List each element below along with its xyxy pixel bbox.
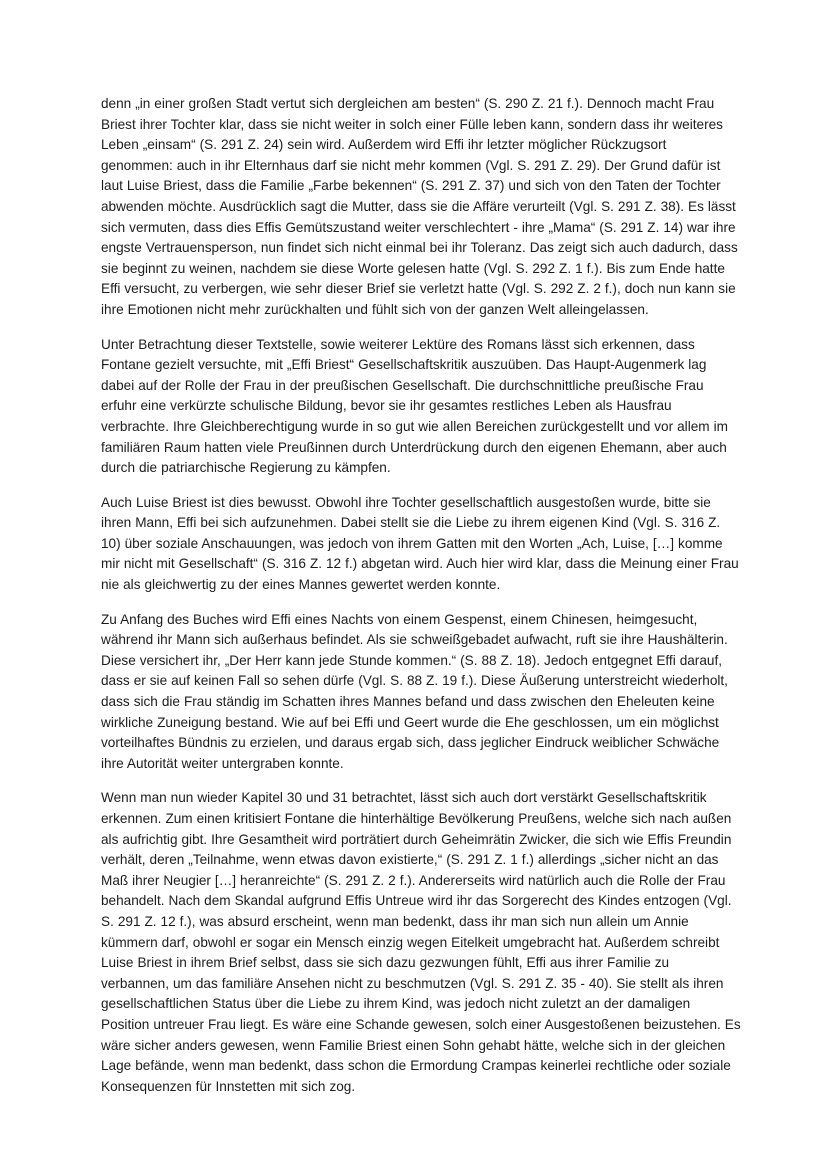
- paragraph-3: Auch Luise Briest ist dies bewusst. Obwohl ihre Tochter gesellschaftlich ausgestoßen wurde, bitte sie ihren Mann, Effi bei sich aufzunehmen. Dabei stellt sie die Liebe zu ihrem eigenen Kind (Vgl. S. 316 Z. 10) über soziale Anschauungen, was jedoch von ihrem Gatten mit den Worten „Ach, Luise, […] komme mir nicht mit Gesellschaft“ (S. 316 Z. 12 f.) abgetan wird. Auch hier wird klar, dass die Meinung einer Frau nie als gleichwertig zu der eines Mannes gewertet werden konnte.: [101, 494, 739, 593]
- paragraph-5: Wenn man nun wieder Kapitel 30 und 31 betrachtet, lässt sich auch dort verstärkt Gesellschaftskritik erkennen. Zum einen kritisiert Fontane die hinterhältige Bevölkerung Preußens, welche sich nach außen als aufrichtig gibt. Ihre Gesamtheit wird porträtiert durch Geheimrätin Zwicker, die sich wie Effis Freundin verhält, deren „Teilnahme, wenn etwas davon existierte,“ (S. 291 Z. 1 f.) allerdings „sicher nicht an das Maß ihrer Neugier […] heranreichte“ (S. 291 Z. 2 f.). Andererseits wird natürlich auch die Rolle der Frau behandelt. Nach dem Skandal aufgrund Effis Untreue wird ihr das Sorgerecht des Kindes entzogen (Vgl. S. 291 Z. 12 f.), was absurd erscheint, wenn man bedenkt, dass ihr man sich nun allein um Annie kümmern darf, obwohl er sogar ein Mensch einzig wegen Eitelkeit umgebracht hat. Außerdem schreibt Luise Briest in ihrem Brief selbst, dass sie sich dazu gezwungen fühlt, Effi aus ihrer Familie zu verbannen, um das familiäre Ansehen nicht zu beschmutzen (Vgl. S. 291 Z. 35 - 40). Sie stellt als ihren gesellschaftlichen Status über die Liebe zu ihrem Kind, was jedoch nicht zuletzt an der damaligen Position untreuer Frau liegt. Es wäre eine Schande gewesen, solch einer Ausgestoßenen beizustehen. Es wäre sicher anders gewesen, wenn Familie Briest einen Sohn gehabt hätte, welche sich in der gleichen Lage befände, wenn man bedenkt, dass schon die Ermordung Crampas keinerlei rechtliche oder soziale Konsequenzen für Innstetten mit sich zog.: [101, 790, 741, 1094]
- paragraph-2: Unter Betrachtung dieser Textstelle, sowie weiterer Lektüre des Romans lässt sich erkennen, dass Fontane gezielt versuchte, mit „Effi Briest“ Gesellschaftskritik auszuüben. Das Haupt-Augenmerk lag dabei auf der Rolle der Frau in der preußischen Gesellschaft. Die durchschnittliche preußische Frau erfuhr eine verkürzte schulische Bildung, bevor sie ihr gesamtes restliches Leben als Hausfrau verbrachte. Ihre Gleichberechtigung wurde in so gut wie allen Bereichen zurückgestellt und vor allem im familiären Raum hatten viele Preußinnen durch Unterdrückung durch den eigenen Ehemann, aber auch durch die patriarchische Regierung zu kämpfen.: [101, 336, 728, 476]
- paragraph-1: denn „in einer großen Stadt vertut sich dergleichen am besten“ (S. 290 Z. 21 f.). Dennoch macht Frau Briest ihrer Tochter klar, dass sie nicht weiter in solch einer Fülle leben kann, sondern dass ihr weiteres Leben „einsam“ (S. 291 Z. 24) sein wird. Außerdem wird Effi ihr letzter möglicher Rückzugsort genommen: auch in ihr Elternhaus darf sie nicht mehr kommen (Vgl. S. 291 Z. 29). Der Grund dafür ist laut Luise Briest, dass die Familie „Farbe bekennen“ (S. 291 Z. 37) und sich von den Taten der Tochter abwenden möchte. Ausdrücklich sagt die Mutter, dass sie die Affäre verurteilt (Vgl. S. 291 Z. 38). Es lässt sich vermuten, dass dies Effis Gemütszustand weiter verschlechtert - ihre „Mama“ (S. 291 Z. 14) war ihre engste Vertrauensperson, nun findet sich nicht einmal bei ihr Toleranz. Das zeigt sich auch dadurch, dass sie beginnt zu weinen, nachdem sie diese Worte gelesen hatte (Vgl. S. 292 Z. 1 f.). Bis zum Ende hatte Effi versucht, zu verbergen, wie sehr dieser Brief sie verletzt hatte (Vgl. S. 292 Z. 2 f.), doch nun kann sie ihre Emotionen nicht mehr zurückhalten und fühlt sich von der ganzen Welt alleingelassen.: [101, 96, 738, 317]
- paragraph-4: Zu Anfang des Buches wird Effi eines Nachts von einem Gespenst, einem Chinesen, heimgesucht, während ihr Mann sich außerhaus befindet. Als sie schweißgebadet aufwacht, ruft sie ihre Haushälterin. Diese versichert ihr, „Der Herr kann jede Stunde kommen.“ (S. 88 Z. 18). Jedoch entgegnet Effi darauf, dass er sie auf keinen Fall so sehen dürfe (Vgl. S. 88 Z. 19 f.). Diese Äußerung unterstreicht wiederholt, dass sich die Frau ständig im Schatten ihres Mannes befand und dass zwischen den Eheleuten keine wirkliche Zuneigung bestand. Wie auf bei Effi und Geert wurde die Ehe geschlossen, um ein möglichst vorteilhaftes Bündnis zu erzielen, und daraus ergab sich, dass jeglicher Eindruck weiblicher Schwäche ihre Autorität weiter untergraben konnte.: [101, 611, 728, 771]
- document-body: [101, 94, 741, 1111]
